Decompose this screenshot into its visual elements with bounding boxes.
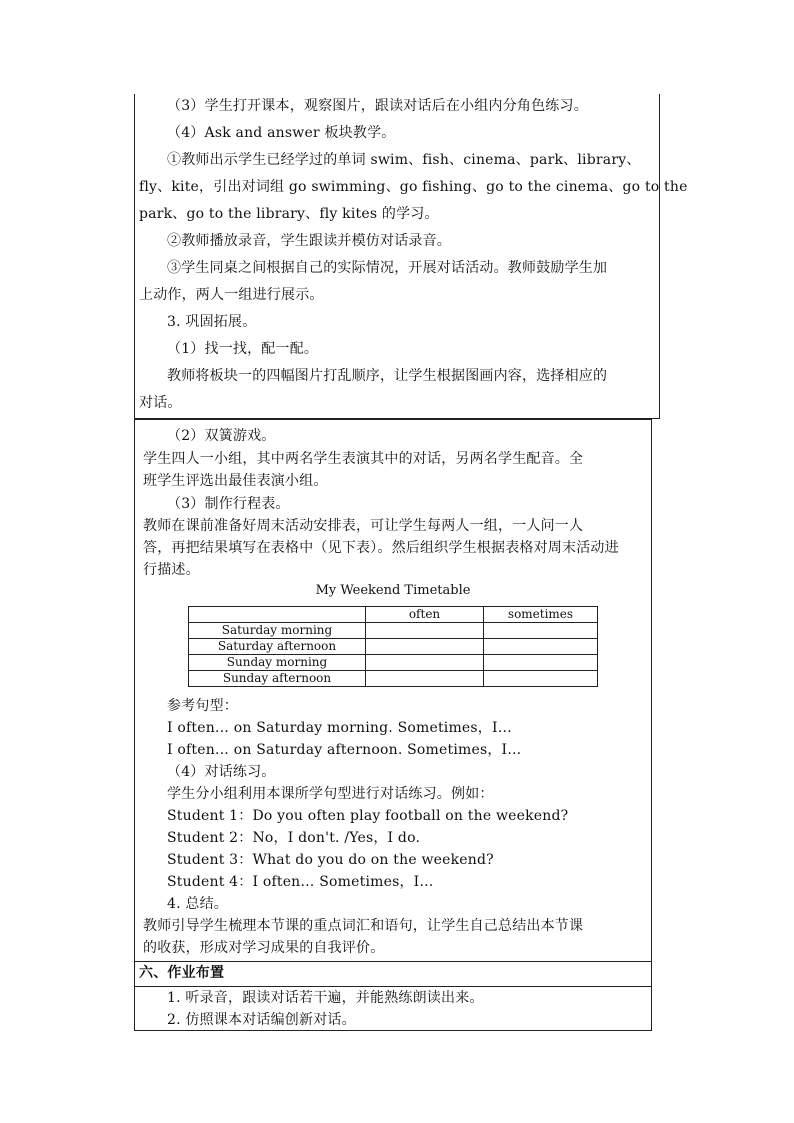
lesson-section-bottom bbox=[134, 419, 652, 1031]
text-line: park、go to the library、fly kites 的学习。 bbox=[139, 206, 439, 222]
table-cell bbox=[366, 623, 484, 639]
table-cell bbox=[366, 639, 484, 655]
text-line: Student 3：What do you do on the weekend? bbox=[167, 852, 494, 868]
table-cell bbox=[366, 671, 484, 687]
timetable-title: My Weekend Timetable bbox=[315, 583, 471, 598]
text-line: Student 1：Do you often play football on the weekend? bbox=[167, 808, 569, 824]
text-line: 的收获，形成对学习成果的自我评价。 bbox=[143, 940, 385, 956]
text-line: Student 2：No，I don't. /Yes，I do. bbox=[167, 830, 421, 846]
text-line: 参考句型： bbox=[167, 698, 238, 714]
weekend-timetable bbox=[188, 606, 598, 687]
text-line: 4. 总结。 bbox=[167, 896, 229, 912]
table-row bbox=[189, 671, 598, 687]
table-cell bbox=[484, 623, 598, 639]
text-line: 学生分小组利用本课所学句型进行对话练习。例如： bbox=[167, 786, 494, 802]
text-line: 教师在课前准备好周末活动安排表，可让学生每两人一组，一人问一人 bbox=[143, 518, 584, 534]
table-row bbox=[189, 623, 598, 639]
header-cell: often bbox=[366, 607, 484, 623]
row-label-cell: Sunday afternoon bbox=[189, 671, 366, 687]
table-cell bbox=[366, 655, 484, 671]
homework-item: 2. 仿照课本对话编创新对话。 bbox=[167, 1012, 356, 1028]
lesson-section-top bbox=[134, 94, 688, 419]
section-divider bbox=[135, 961, 651, 962]
text-line: I often… on Saturday afternoon. Sometimes，I… bbox=[167, 742, 522, 758]
table-cell bbox=[484, 639, 598, 655]
text-line: （4）对话练习。 bbox=[167, 764, 276, 780]
header-cell: sometimes bbox=[484, 607, 598, 623]
text-line: 学生四人一小组，其中两名学生表演其中的对话，另两名学生配音。全 bbox=[143, 451, 584, 467]
text-line: ②教师播放录音，学生跟读并模仿对话录音。 bbox=[167, 233, 451, 249]
text-line: 教师将板块一的四幅图片打乱顺序，让学生根据图画内容，选择相应的 bbox=[167, 368, 608, 384]
text-line: 答，再把结果填写在表格中（见下表）。然后组织学生根据表格对周末活动进 bbox=[143, 540, 619, 556]
text-line: I often… on Saturday morning. Sometimes，I… bbox=[167, 720, 512, 736]
table-row bbox=[189, 639, 598, 655]
text-line: （2）双簧游戏。 bbox=[167, 428, 276, 444]
row-label-cell: Sunday morning bbox=[189, 655, 366, 671]
table-cell bbox=[484, 671, 598, 687]
homework-item: 1. 听录音，跟读对话若干遍，并能熟练朗读出来。 bbox=[167, 990, 484, 1006]
text-line: fly、kite，引出对词组 go swimming、go fishing、go to the cinema、go to the bbox=[139, 179, 688, 195]
homework-heading: 六、作业布置 bbox=[139, 965, 225, 981]
text-line: 上动作，两人一组进行展示。 bbox=[139, 287, 324, 303]
text-line: 教师引导学生梳理本节课的重点词汇和语句，让学生自己总结出本节课 bbox=[143, 918, 584, 934]
text-line: 3. 巩固拓展。 bbox=[167, 314, 257, 330]
text-line: ①教师出示学生已经学过的单词 swim、fish、cinema、park、library、 bbox=[167, 152, 641, 168]
text-line: （3）制作行程表。 bbox=[167, 496, 290, 512]
table-header-row bbox=[189, 607, 598, 623]
text-line: Student 4：I often… Sometimes，I… bbox=[167, 874, 434, 890]
text-line: （4）Ask and answer 板块教学。 bbox=[167, 125, 396, 141]
text-line: 对话。 bbox=[139, 395, 182, 411]
header-cell bbox=[189, 607, 366, 623]
row-label-cell: Saturday morning bbox=[189, 623, 366, 639]
text-line: 行描述。 bbox=[143, 562, 200, 578]
text-line: ③学生同桌之间根据自己的实际情况，开展对话活动。教师鼓励学生加 bbox=[167, 260, 608, 276]
text-line: （1）找一找，配一配。 bbox=[167, 341, 319, 357]
table-cell bbox=[484, 655, 598, 671]
table-row bbox=[189, 655, 598, 671]
row-label-cell: Saturday afternoon bbox=[189, 639, 366, 655]
section-divider bbox=[135, 986, 651, 987]
text-line: 班学生评选出最佳表演小组。 bbox=[143, 473, 328, 489]
text-line: （3）学生打开课本，观察图片，跟读对话后在小组内分角色练习。 bbox=[167, 98, 588, 114]
